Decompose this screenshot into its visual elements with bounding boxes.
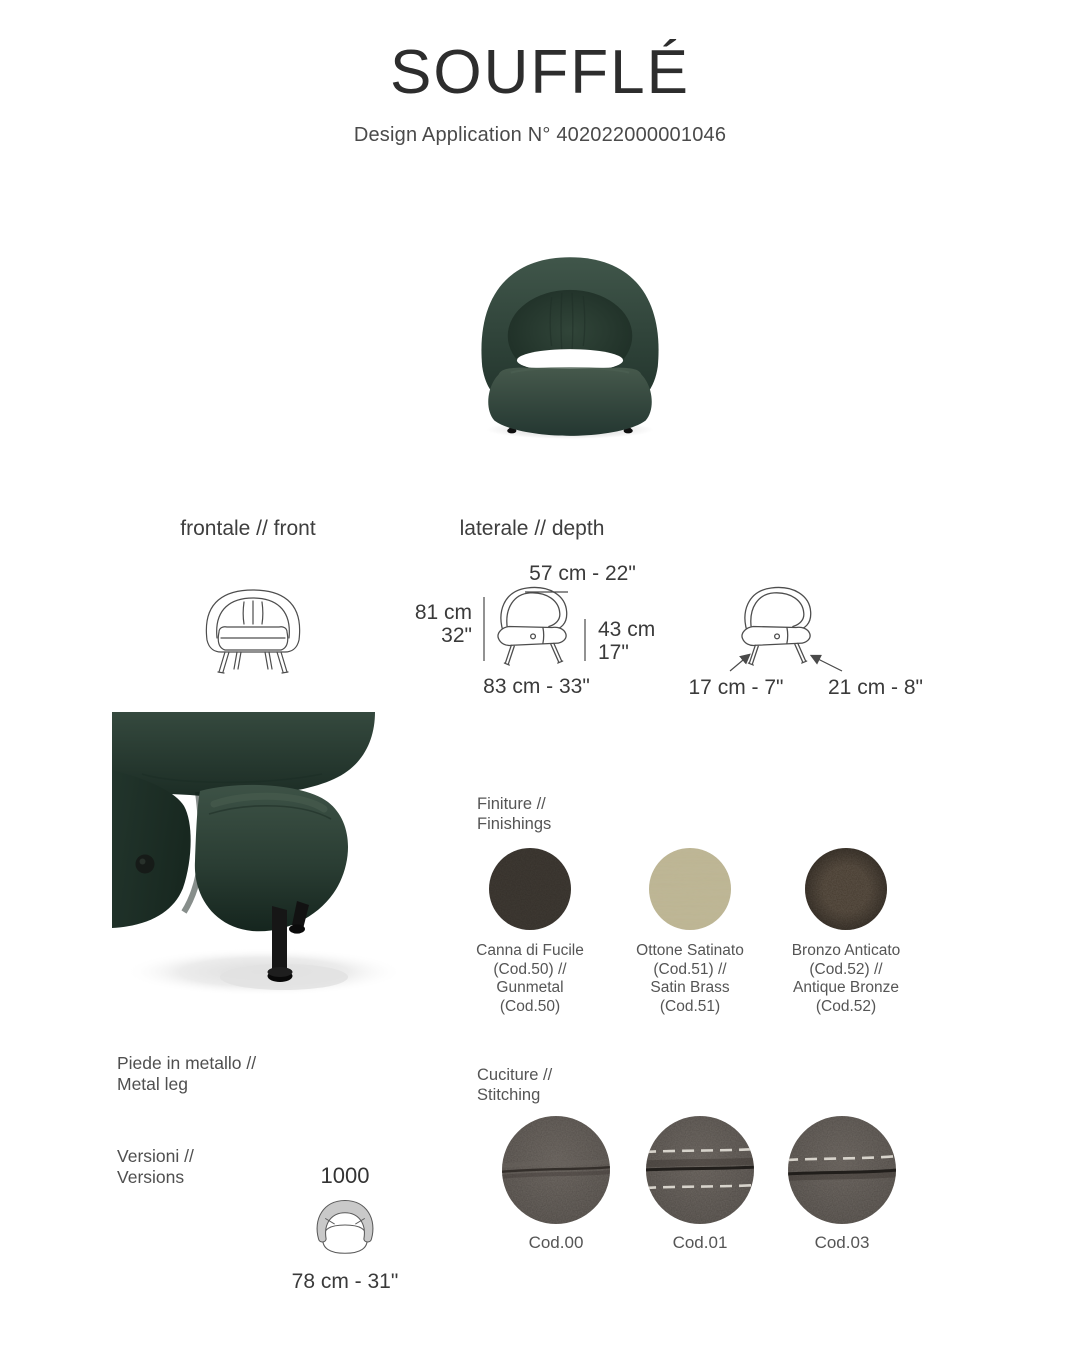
finish-label-line: (Cod.51) xyxy=(659,997,721,1015)
version-model-number: 1000 xyxy=(320,1163,370,1188)
product-photo-front xyxy=(478,246,662,442)
chair-front-photo-art xyxy=(481,257,658,439)
finish-swatch-satin-brass xyxy=(649,848,731,930)
stitch-label-cod01: Cod.01 xyxy=(672,1233,728,1252)
finish-label-line: Satin Brass xyxy=(650,979,730,996)
finishes-section-title xyxy=(477,795,697,834)
finish-swatch-gunmetal xyxy=(489,848,571,930)
top-view-drawing-art xyxy=(317,1200,373,1253)
stitch-swatch-cod03 xyxy=(786,1114,898,1226)
front-view-drawing-art xyxy=(206,590,299,673)
product-title: SOUFFLÉ xyxy=(390,38,690,107)
finish-label-line: Canna di Fucile xyxy=(476,942,584,959)
dim-height-cm: 81 cm xyxy=(414,601,472,624)
stitch-swatch-cod00 xyxy=(500,1114,612,1226)
versions-label-it: Versioni // xyxy=(117,1146,194,1166)
finish-label-line: (Cod.52) // xyxy=(809,960,883,978)
finish-label-line: Ottone Satinato xyxy=(636,942,744,959)
top-view-drawing xyxy=(312,1194,378,1256)
finish-label-line: Gunmetal xyxy=(496,979,564,996)
finish-label-gunmetal xyxy=(445,942,615,1016)
leg-detail-photo xyxy=(112,712,420,1012)
stitch-label-cod03: Cod.03 xyxy=(814,1233,870,1252)
version-width: 78 cm - 31" xyxy=(291,1270,399,1293)
finish-label-line: Bronzo Anticato xyxy=(791,942,901,959)
design-application-number: Design Application N° 402022000001046 xyxy=(353,124,727,146)
versions-label-en: Versions xyxy=(117,1167,185,1187)
finishes-title-it: Finiture // xyxy=(477,795,546,813)
finish-swatch-antique-bronze xyxy=(805,848,887,930)
dim-seat-height-cm: 43 cm xyxy=(598,618,656,641)
stitch-swatch-cod00-art xyxy=(500,1114,612,1226)
dim-top-width: 57 cm - 22" xyxy=(529,562,636,585)
stitching-title-it: Cuciture // xyxy=(477,1066,553,1084)
dim-height xyxy=(392,601,472,647)
stitch-swatch-cod03-art xyxy=(786,1114,898,1226)
dim-seat-height-in: 17" xyxy=(598,641,629,664)
leg-detail-photo-art xyxy=(112,712,404,996)
finish-label-line: (Cod.50) xyxy=(499,997,561,1015)
finish-swatch-antique-bronze-art xyxy=(805,848,887,930)
finish-swatch-satin-brass-art xyxy=(649,848,731,930)
metal-leg-label-en: Metal leg xyxy=(117,1074,189,1094)
finish-label-satin-brass xyxy=(605,942,775,1016)
dim-depth: 83 cm - 33" xyxy=(483,675,590,698)
stitching-title-en: Stitching xyxy=(477,1085,541,1104)
front-view-label: frontale // front xyxy=(180,517,316,540)
dim-height-in: 32" xyxy=(441,624,472,647)
dim-seat-height xyxy=(598,618,678,664)
side-view-label: laterale // depth xyxy=(459,517,605,540)
dim-front-leg: 17 cm - 7" xyxy=(688,676,784,699)
finishes-title-en: Finishings xyxy=(477,814,552,833)
metal-leg-label xyxy=(117,1053,377,1095)
finish-label-line: (Cod.50) // xyxy=(493,960,567,978)
stitch-swatch-cod01-art xyxy=(644,1114,756,1226)
stitch-swatch-cod01 xyxy=(644,1114,756,1226)
finish-label-line: (Cod.51) // xyxy=(653,960,727,978)
dim-rear-leg: 21 cm - 8" xyxy=(828,676,923,699)
finish-label-antique-bronze xyxy=(761,942,931,1016)
finish-label-line: (Cod.52) xyxy=(815,997,877,1015)
finish-label-line: Antique Bronze xyxy=(793,979,899,996)
front-view-drawing xyxy=(197,582,309,678)
stitch-label-cod00: Cod.00 xyxy=(528,1233,584,1252)
finish-swatch-gunmetal-art xyxy=(489,848,571,930)
stitching-section-title xyxy=(477,1066,697,1105)
metal-leg-label-it: Piede in metallo // xyxy=(117,1053,257,1073)
